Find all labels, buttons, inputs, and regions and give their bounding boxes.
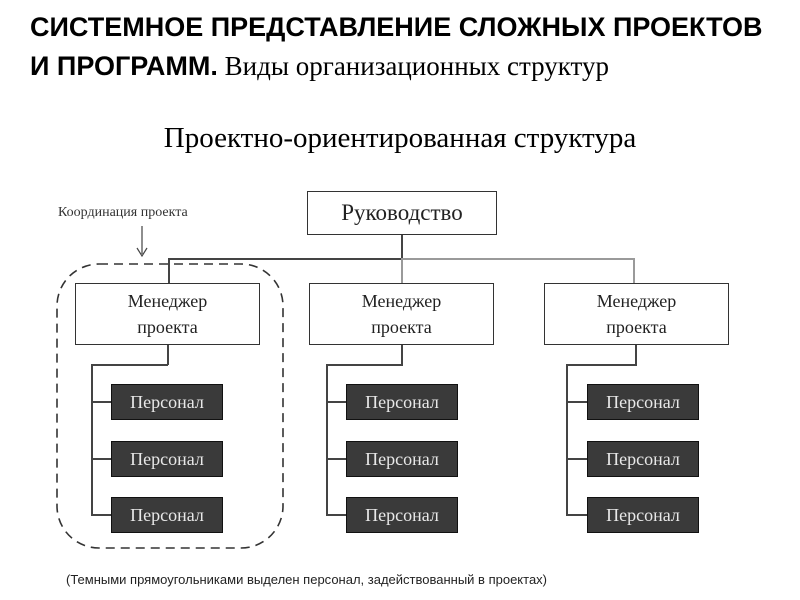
connector	[401, 345, 403, 365]
manager-label-line2: проекта	[137, 317, 198, 337]
manager-label-line2: проекта	[371, 317, 432, 337]
staff-label: Персонал	[606, 391, 680, 412]
connector	[566, 364, 637, 366]
staff-box	[346, 497, 458, 533]
staff-label: Персонал	[130, 391, 204, 412]
staff-box	[111, 384, 223, 420]
connector	[91, 514, 111, 516]
connector	[326, 458, 346, 460]
connector	[401, 258, 403, 283]
footnote: (Темными прямоугольниками выделен персонал, задействованный в проектах)	[66, 572, 547, 587]
staff-box	[111, 497, 223, 533]
connector	[91, 401, 111, 403]
staff-label: Персонал	[365, 391, 439, 412]
staff-box	[111, 441, 223, 477]
manager-label-line1: Менеджер	[361, 291, 442, 311]
connector	[635, 345, 637, 365]
connector	[326, 364, 403, 366]
connector	[326, 401, 346, 403]
staff-label: Персонал	[365, 448, 439, 469]
staff-box	[587, 441, 699, 477]
connector	[633, 258, 635, 283]
connector	[401, 258, 635, 260]
connector	[91, 458, 111, 460]
connector	[566, 458, 587, 460]
manager-box-2	[309, 283, 494, 345]
connector	[91, 364, 93, 516]
staff-label: Персонал	[130, 448, 204, 469]
staff-box	[346, 441, 458, 477]
staff-label: Персонал	[606, 448, 680, 469]
staff-label: Персонал	[365, 504, 439, 525]
staff-box	[346, 384, 458, 420]
connector	[168, 258, 402, 260]
slide-title-rest: Виды организационных структур	[217, 51, 609, 81]
staff-box	[587, 497, 699, 533]
coordination-label: Координация проекта	[58, 205, 188, 220]
manager-label-line1: Менеджер	[127, 291, 208, 311]
connector	[566, 514, 587, 516]
coordination-arrow	[134, 224, 150, 260]
connector	[401, 235, 403, 259]
connector	[326, 514, 346, 516]
slide-title-bold: СИСТЕМНОЕ ПРЕДСТАВЛЕНИЕ СЛОЖНЫХ ПРОЕКТОВ И ПРОГРАММ.	[30, 12, 763, 81]
staff-label: Персонал	[130, 504, 204, 525]
staff-box	[587, 384, 699, 420]
connector	[566, 401, 587, 403]
connector	[167, 345, 169, 365]
diagram-title: Проектно-ориентированная структура	[163, 122, 637, 154]
manager-label-line2: проекта	[606, 317, 667, 337]
leadership-box	[307, 191, 497, 235]
connector	[566, 364, 568, 516]
leadership-label: Руководство	[341, 200, 463, 225]
connector	[168, 258, 170, 283]
connector	[91, 364, 168, 366]
manager-label-line1: Менеджер	[596, 291, 677, 311]
slide-title	[30, 8, 780, 86]
manager-box-3	[544, 283, 729, 345]
manager-box-1	[75, 283, 260, 345]
staff-label: Персонал	[606, 504, 680, 525]
connector	[326, 364, 328, 516]
